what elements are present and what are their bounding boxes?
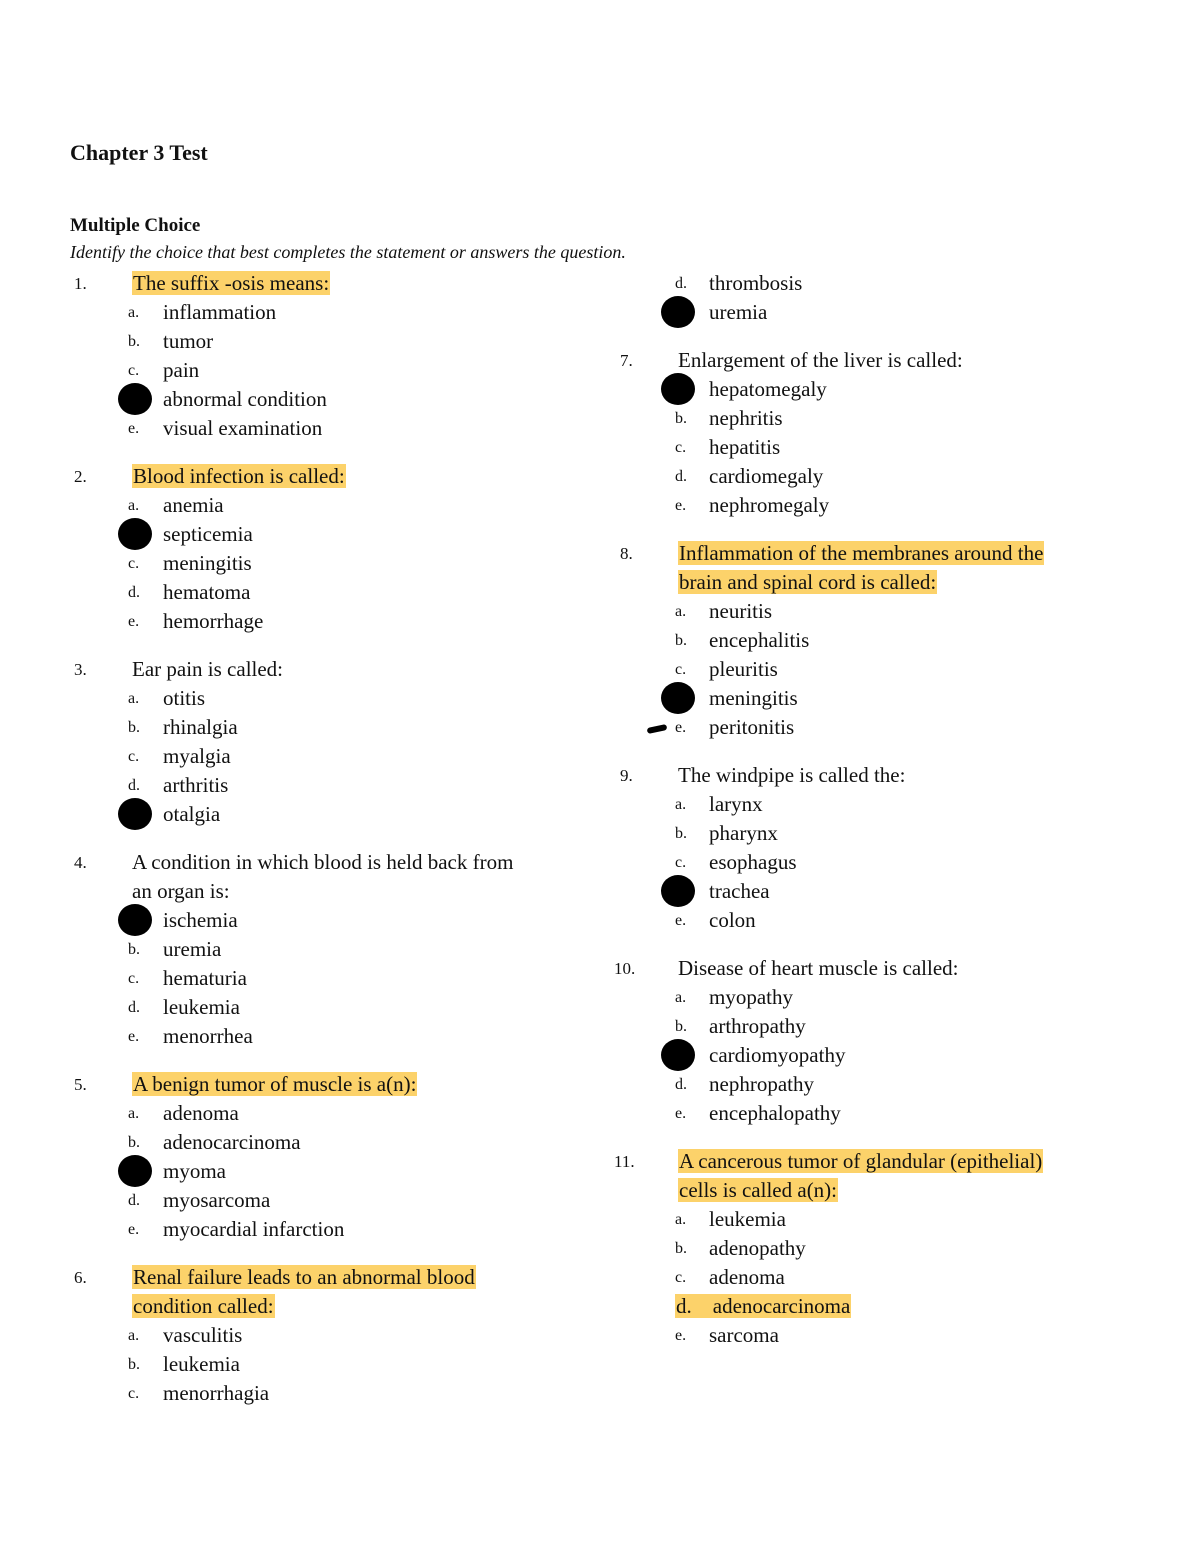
option-text: tumor [163, 329, 214, 353]
section-heading: Multiple Choice [70, 215, 201, 236]
question-text [678, 1176, 838, 1205]
option-text: adenopathy [709, 1236, 806, 1260]
option-text: septicemia [163, 522, 253, 546]
option-letter: c. [675, 1269, 687, 1286]
question-text: Disease of heart muscle is called: [678, 956, 959, 980]
option-letter: a. [675, 603, 687, 620]
question-text: A condition in which blood is held back from [132, 850, 514, 874]
answer-option[interactable] [0, 684, 1200, 713]
option-text: larynx [709, 792, 763, 816]
answer-option[interactable] [0, 491, 1200, 520]
option-letter: d. [128, 999, 140, 1016]
answer-option[interactable] [0, 1292, 1200, 1321]
option-text: neuritis [709, 599, 772, 623]
option-letter: c. [675, 661, 687, 678]
spacer [0, 935, 1200, 954]
spacer [0, 742, 1200, 761]
answer-bubble-mark [661, 875, 695, 907]
question-line [0, 954, 1200, 983]
option-text: meningitis [163, 551, 252, 575]
option-text: arthropathy [709, 1014, 806, 1038]
option-letter: b. [675, 410, 687, 427]
option-text: pleuritis [709, 657, 778, 681]
option-text: hemorrhage [163, 609, 264, 633]
answer-bubble-mark [661, 296, 695, 328]
option-text: cardiomegaly [709, 464, 824, 488]
option-letter: e. [675, 1327, 687, 1344]
answer-option[interactable] [0, 298, 1200, 327]
right-column [0, 269, 1200, 1350]
spacer [0, 327, 1200, 346]
option-letter: b. [128, 1356, 140, 1373]
highlighted-text: Renal failure leads to an abnormal blood [133, 1265, 475, 1289]
answer-option[interactable] [0, 790, 1200, 819]
option-letter: c. [128, 555, 140, 572]
answer-option[interactable] [0, 1263, 1200, 1292]
option-text: otitis [163, 686, 206, 710]
option-letter: e. [675, 912, 687, 929]
option-text: ischemia [163, 908, 238, 932]
option-letter: c. [128, 970, 140, 987]
highlighted-text: A benign tumor of muscle is a(n): [133, 1072, 417, 1096]
option-letter: e. [128, 1221, 140, 1238]
answer-option[interactable] [0, 597, 1200, 626]
option-letter: a. [675, 989, 687, 1006]
option-text: esophagus [709, 850, 797, 874]
option-letter: d. [128, 584, 140, 601]
option-letter: d. [675, 468, 687, 485]
option-text: uremia [163, 937, 222, 961]
option-text: thrombosis [709, 271, 803, 295]
option-text: leukemia [163, 1352, 240, 1376]
option-letter: c. [675, 439, 687, 456]
option-text: menorrhagia [163, 1381, 270, 1405]
answer-option[interactable] [0, 404, 1200, 433]
option-text: sarcoma [709, 1323, 779, 1347]
highlighted-text: The suffix -osis means: [133, 271, 330, 295]
option-text: myoma [163, 1159, 226, 1183]
option-letter: b. [128, 941, 140, 958]
option-letter: a. [128, 690, 140, 707]
option-letter: c. [675, 854, 687, 871]
option-letter: c. [128, 1385, 140, 1402]
option-letter: b. [675, 1240, 687, 1257]
answer-option[interactable] [0, 1099, 1200, 1128]
question-line [0, 346, 1200, 375]
option-text: nephropathy [709, 1072, 814, 1096]
option-letter: a. [675, 1211, 687, 1228]
highlighted-text: condition called: [133, 1294, 274, 1318]
answer-option[interactable] [0, 983, 1200, 1012]
question-number: 2. [74, 467, 87, 486]
option-letter: d. [128, 777, 140, 794]
question-number: 4. [74, 853, 87, 872]
instructions: Identify the choice that best completes the statement or answers the question. [70, 242, 626, 262]
question-7 [0, 346, 1200, 520]
question-text [678, 539, 1044, 568]
option-letter: b. [128, 333, 140, 350]
question-text: Enlargement of the liver is called: [678, 348, 963, 372]
question-line [0, 761, 1200, 790]
option-text: hematuria [163, 966, 247, 990]
option-text: leukemia [709, 1207, 786, 1231]
highlighted-text: cells is called a(n): [679, 1178, 838, 1202]
question-10 [0, 954, 1200, 1128]
option-text: pharynx [709, 821, 778, 845]
answer-option[interactable] [0, 848, 1200, 877]
answer-option[interactable] [0, 1379, 600, 1408]
question-number: 6. [74, 1268, 87, 1287]
answer-bubble-mark [661, 373, 695, 405]
highlighted-text: Blood infection is called: [133, 464, 345, 488]
answer-option[interactable] [0, 1205, 1200, 1234]
answer-option[interactable] [0, 1012, 1200, 1041]
answer-option[interactable] [0, 626, 1200, 655]
option-letter: a. [675, 796, 687, 813]
question-number: 8. [620, 544, 633, 563]
option-letter: c. [128, 748, 140, 765]
option-letter: e. [128, 1028, 140, 1045]
question-line [0, 1147, 1200, 1176]
answer-option[interactable] [0, 819, 1200, 848]
option-text: myocardial infarction [163, 1217, 345, 1241]
question-text: The windpipe is called the: [678, 763, 906, 787]
option-text: adenocarcinoma [163, 1130, 301, 1154]
answer-option[interactable] [0, 1041, 1200, 1070]
question-line [0, 539, 1200, 568]
question-number: 5. [74, 1075, 87, 1094]
question-8 [0, 539, 1200, 742]
spacer [0, 1128, 1200, 1147]
highlighted-text: brain and spinal cord is called: [679, 570, 937, 594]
option-text: adenoma [163, 1101, 239, 1125]
option-letter: b. [128, 1134, 140, 1151]
option-text: cardiomyopathy [709, 1043, 846, 1067]
option-letter: b. [675, 825, 687, 842]
option-text: menorrhea [163, 1024, 253, 1048]
question-6-continued [0, 269, 1200, 327]
option-text: meningitis [709, 686, 798, 710]
option-text: vasculitis [163, 1323, 243, 1347]
option-letter: b. [128, 719, 140, 736]
answer-option[interactable] [0, 462, 1200, 491]
option-text: adenoma [709, 1265, 785, 1289]
option-text: encephalitis [709, 628, 810, 652]
question-number: 11. [614, 1152, 635, 1171]
option-letter: a. [128, 1105, 140, 1122]
highlighted-text: A cancerous tumor of glandular (epithelial) [679, 1149, 1043, 1173]
option-letter: e. [675, 719, 687, 736]
answer-bubble-mark [661, 1039, 695, 1071]
option-text: otalgia [163, 802, 221, 826]
option-text: inflammation [163, 300, 277, 324]
page-title: Chapter 3 Test [70, 140, 208, 165]
question-number: 10. [614, 959, 636, 978]
option-letter: b. [675, 1018, 687, 1035]
option-letter: c. [128, 362, 140, 379]
question-text [678, 1147, 1043, 1176]
answer-option[interactable] [0, 1350, 600, 1379]
option-letter: d. [675, 275, 687, 292]
option-text: myalgia [163, 744, 231, 768]
pen-stroke-mark [647, 724, 668, 734]
option-letter: b. [675, 632, 687, 649]
option-letter: d. [675, 1076, 687, 1093]
option-letter: e. [675, 497, 687, 514]
option-text: colon [709, 908, 756, 932]
option-letter: a. [128, 304, 140, 321]
option-text: hematoma [163, 580, 251, 604]
question-number: 7. [620, 351, 633, 370]
answer-option[interactable] [0, 1321, 1200, 1350]
answer-option[interactable] [0, 906, 1200, 935]
answer-option[interactable] [0, 1234, 1200, 1263]
answer-option[interactable] [0, 877, 1200, 906]
question-text [678, 568, 937, 597]
spacer [0, 520, 1200, 539]
question-number: 1. [74, 274, 87, 293]
option-letter: a. [128, 497, 140, 514]
answer-option[interactable] [0, 433, 1200, 462]
highlighted-text: Inflammation of the membranes around the [679, 541, 1044, 565]
option-text: nephritis [709, 406, 783, 430]
question-text: Ear pain is called: [132, 657, 284, 681]
question-text: an organ is: [132, 879, 230, 903]
answer-option[interactable] [0, 713, 1200, 742]
option-text: myosarcoma [163, 1188, 271, 1212]
option-letter: a. [128, 1327, 140, 1344]
answer-option[interactable] [0, 375, 1200, 404]
highlighted-answer: d. adenocarcinoma [676, 1294, 851, 1318]
question-11 [0, 1147, 1200, 1350]
option-text: abnormal condition [163, 387, 327, 411]
option-text: peritonitis [709, 715, 795, 739]
option-letter: d. [128, 1192, 140, 1209]
answer-option[interactable] [0, 269, 1200, 298]
answer-option[interactable] [0, 655, 1200, 684]
option-text: trachea [709, 879, 770, 903]
option-text: anemia [163, 493, 224, 517]
option-text: hepatomegaly [709, 377, 827, 401]
option-letter: e. [675, 1105, 687, 1122]
option-text: myopathy [709, 985, 793, 1009]
question-line [0, 568, 1200, 597]
answer-bubble-mark [661, 682, 695, 714]
option-text: pain [163, 358, 200, 382]
option-text [675, 1292, 851, 1321]
option-letter: e. [128, 420, 140, 437]
question-line [0, 1176, 1200, 1205]
question-number: 9. [620, 766, 633, 785]
answer-option[interactable] [0, 1070, 1200, 1099]
option-text: arthritis [163, 773, 229, 797]
option-text: encephalopathy [709, 1101, 841, 1125]
option-text: uremia [709, 300, 768, 324]
option-text: hepatitis [709, 435, 781, 459]
question-9 [0, 761, 1200, 935]
option-text: rhinalgia [163, 715, 238, 739]
question-number: 3. [74, 660, 87, 679]
option-text: nephromegaly [709, 493, 830, 517]
option-text: visual examination [163, 416, 323, 440]
option-letter: e. [128, 613, 140, 630]
option-text: leukemia [163, 995, 240, 1019]
